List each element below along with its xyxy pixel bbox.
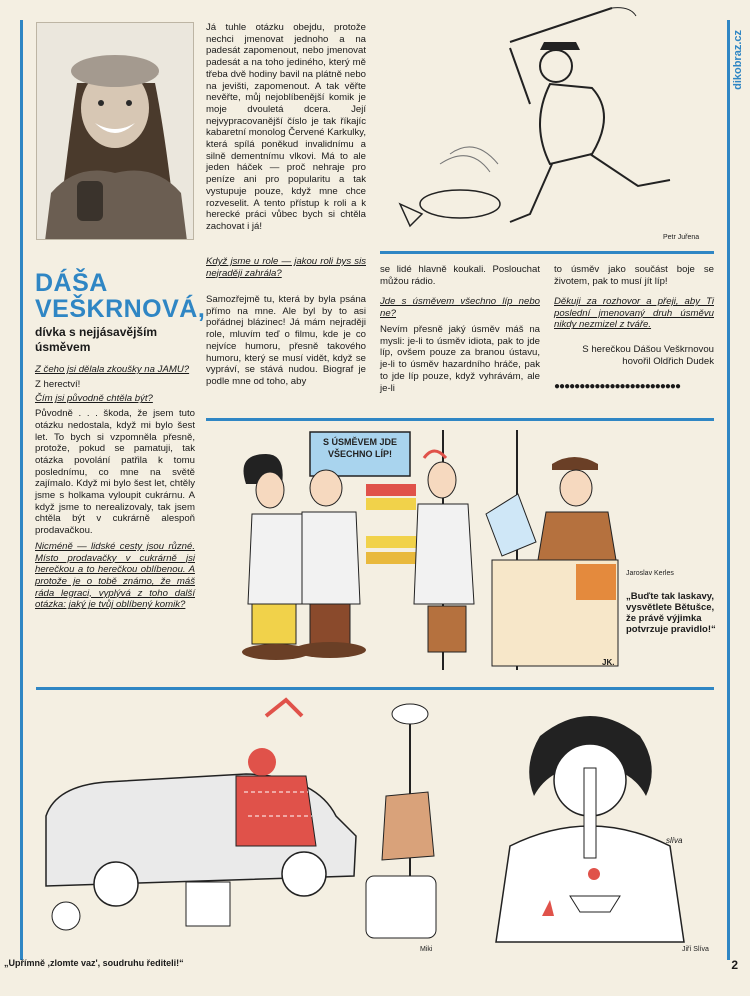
question-2: Čím jsi původně chtěla být? [35,393,153,405]
site-watermark: dikobraz.cz [732,30,744,90]
left-column-rule [20,20,23,960]
actress-photo [36,22,194,240]
portrait-illustration [37,23,194,240]
rule-under-jurena [380,251,714,254]
answer-6: Nevím přesně jaký úsměv máš na mysli: je-li to úsměv idiota, pak to jde líp, ovšem pouze za branou ústavu, je-li to úsměv hazardního hráče, pak to jde líp pouze, když vyhrávám, ale je-li [380,324,540,394]
shop-sign-text: S ÚSMĚVEM JDE VŠECHNO LÍP! [322,437,398,459]
car-scene-drawing [36,696,446,954]
rule-above-bottom-cartoons [36,687,714,690]
name-line-2: VEŠKRNOVÁ, [35,295,206,323]
question-3: Nicméně — lidské cesty jsou různé. Místo prodavačky v cukrárně jsi herečkou a to herečkou oblíbenou. A protože je o tobě známo, že máš ráda legraci, vyplývá z toho další otázka: jaký je tvůj oblíbený komik? [35,540,195,611]
subtitle: dívka s nejjásavějším úsměvem [35,325,158,354]
dotted-divider: ●●●●●●●●●●●●●●●●●●●●●●●●● [554,381,681,392]
sliva-credit: Jiří Slíva [682,946,709,953]
interview-column-1 [35,364,195,611]
answer-1: Z herectví! [35,378,81,390]
answer-6-continued: to úsměv jako součást boje se životem, pak to musí jít líp! [554,264,714,287]
jurena-cartoon [380,4,720,246]
answer-5: se lidé hlavně koukali. Poslouchat můžou rádio. [380,264,540,287]
sliva-signature: slíva [666,836,683,845]
question-4: Když jsme u role — jakou roli bys sis nejraději zahrála? [206,256,366,279]
shop-scene-drawing [206,424,620,676]
microscope-girl-drawing [470,696,714,954]
rule-above-kerles [206,418,714,421]
signature-line-1: S herečkou Dášou Veškrnovou [582,344,714,355]
signature-block [554,344,714,367]
running-man-drawing [380,4,720,246]
jurena-credit: Petr Juřena [663,234,700,241]
sliva-cartoon [470,696,714,954]
kerles-initials: JK. [602,658,615,667]
interviewee-name [35,270,205,322]
name-line-1: DÁŠA [35,269,108,297]
miki-credit: Miki [420,946,433,953]
bottom-caption: „Upřímně ,zlomte vaz', soudruhu řediteli!“ [4,958,184,968]
kerles-caption: „Buďte tak laskavy, vysvětlete Bětušce, že právě výjimka potvrzuje pravidlo!“ [626,591,716,635]
answer-2: Původně . . . škoda, že jsem tuto otázku nedostala, když mi bylo šest let. To bych si vzpomněla přesně, protože, pokud se pamatuji, tak otázka povolání patřila k tomu poslednímu, co mne na světě zajímalo. Když mi bylo šest let, chtěly jsme s holkama vyloupit cukrárnu. A když jsme to nerealizovaly, tak jsem chtěla být v cukrárně alespoň prodavačkou. [35,408,195,537]
kerles-cartoon [206,424,620,676]
question-1: Z čeho jsi dělala zkoušky na JAMU? [35,364,190,375]
question-5: Jde s úsměvem všechno líp nebo ne? [380,296,540,319]
page-number: 2 [731,958,738,972]
closing-thanks: Děkuji za rozhovor a přeji, aby Ti poslední jmenovaný druh úsměvu nikdy nezmizel z tváře. [554,296,714,331]
answer-4: Samozřejmě tu, která by byla psána přímo na mne. Ale byl by to asi pořádnej blázinec! Já mám nejraději role, mluvím teď o filmu, kde je co nejvíce humoru, přesně takového humoru, který se musí vidět, když se vypráví, se stává nudou. Biograf je podle mne od toho, aby [206,294,366,387]
shop-sign [312,436,408,460]
right-margin-rule [727,20,730,960]
kerles-author: Jaroslav Kerles [626,570,674,577]
miki-cartoon [36,696,446,954]
signature-line-2: hovořil Oldřich Dudek [622,355,714,367]
interview-column-2-top: Já tuhle otázku obejdu, protože nechci jmenovat jednoho a na padesát zapomenout, nebo jmenovat padesát a na toho jediného, který mě třeba dvě hodiny bavil na plátně nebo na jevišti, zapomenout. A tak věřte nevěřte, můj nejoblíbenější komik je moje dvouletá dcera. Její nejvypracovanější číslo je tak říkajíc kabaretní monolog Červené Karkulky, která spílá poněkud invalidnímu a silně dementnímu vlkovi. Má to ale jeden háček — proč nehraje pro peníze ani pro popularitu a tak vystupuje pouze, když mne chce rozveselit. A tento přístup k roli a k herecké práci vůbec bych si chtěla zachovat i já! [206,22,366,232]
